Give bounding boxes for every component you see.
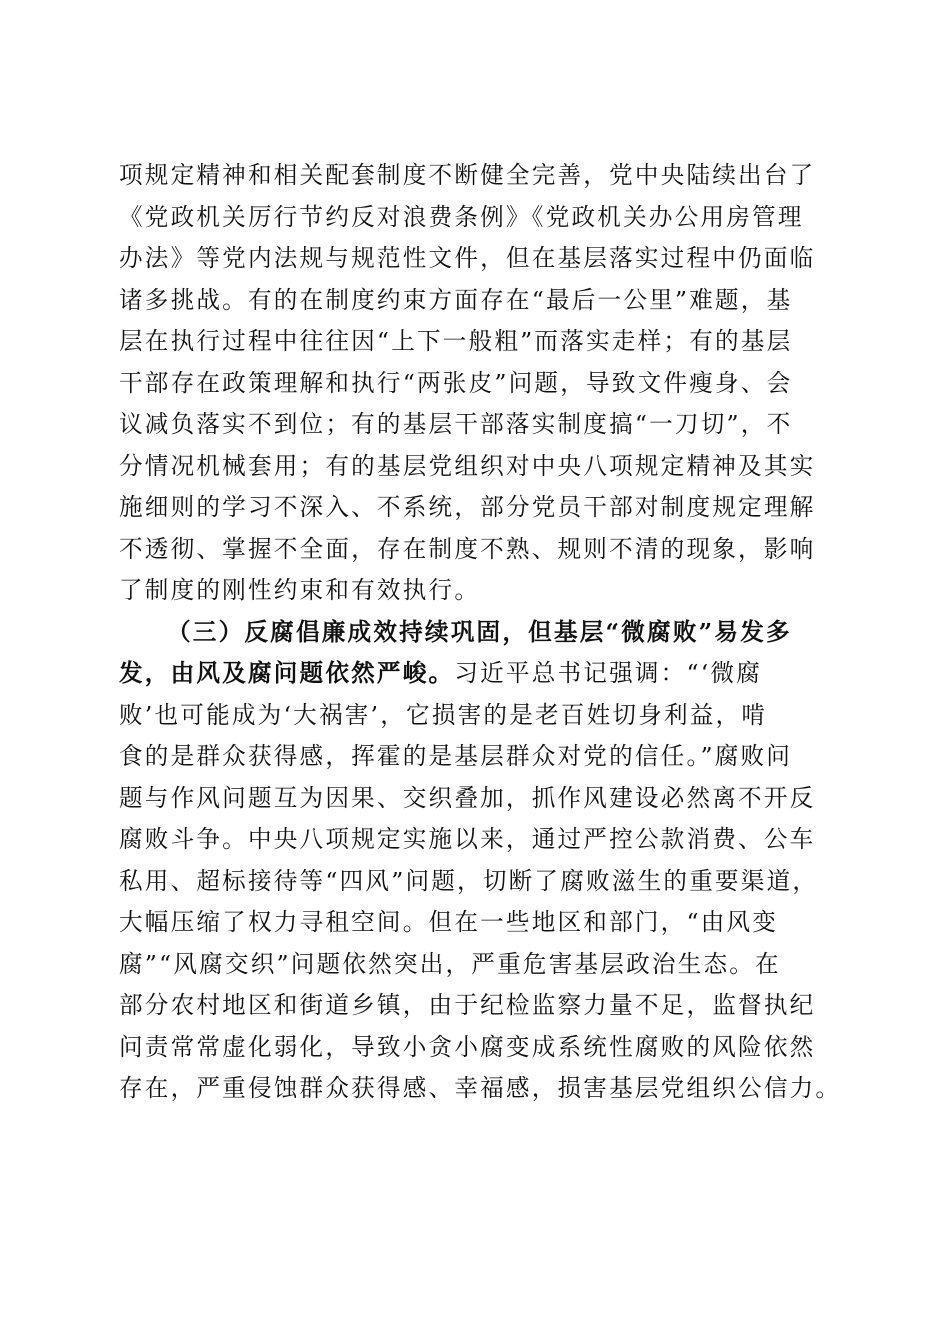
text-line: 私用、超标接待等“四风”问题，切断了腐败滋生的重要渠道， — [119, 866, 819, 895]
quote-intro: 习近平总书记强调：“‘微腐 — [454, 659, 763, 687]
text-line: 《党政机关厉行节约反对浪费条例》《党政机关办公用房管理 — [119, 202, 804, 231]
text-line: 议减负落实不到位；有的基层干部落实制度搞“一刀切”，不 — [119, 410, 793, 438]
text-line: 腐败斗争。中央八项规定实施以来，通过严控公款消费、公车 — [119, 825, 816, 853]
text-line: 诸多挑战。有的在制度约束方面存在“最后一公里”难题，基 — [119, 285, 793, 314]
text-line: 腐”“风腐交织”问题依然突出，严重危害基层政治生态。在 — [119, 949, 781, 978]
text-line: 办法》等党内法规与规范性文件，但在基层落实过程中仍面临 — [119, 244, 816, 272]
text-line — [119, 653, 839, 695]
section-heading-continuation: 发，由风及腐问题依然严峻。 — [119, 659, 455, 687]
text-line: 施细则的学习不深入、不系统，部分党员干部对制度规定理解 — [119, 493, 816, 521]
paragraph-2 — [119, 612, 842, 1110]
text-line: 分情况机械套用；有的基层党组织对中央八项规定精神及其实 — [119, 451, 816, 480]
text-line: 干部存在政策理解和执行“两张皮”问题，导致文件瘦身、会 — [119, 368, 793, 397]
text-line: 层在执行过程中往往因“上下一般粗”而落实走样；有的基层 — [119, 327, 793, 355]
document-body — [119, 155, 842, 1110]
text-line: 部分农村地区和街道乡镇，由于纪检监察力量不足，监督执纪 — [119, 991, 816, 1019]
text-line: 了制度的刚性约束和有效执行。 — [119, 576, 481, 604]
text-line: 败’也可能成为‘大祸害’，它损害的是老百姓切身利益，啃 — [119, 700, 768, 729]
text-line: 题与作风问题互为因果、交织叠加，抓作风建设必然离不开反 — [119, 783, 816, 812]
section-heading: （三）反腐倡廉成效持续巩固，但基层“微腐败”易发多 — [167, 617, 792, 646]
text-line: 存在，严重侵蚀群众获得感、幸福感，损害基层党组织公信力。 — [119, 1074, 842, 1102]
text-line: 食的是群众获得感，挥霍的是基层群众对党的信任。”腐败问 — [119, 742, 793, 770]
paragraph-1 — [119, 155, 839, 612]
text-line: 不透彻、掌握不全面，存在制度不熟、规则不清的现象，影响 — [119, 534, 816, 563]
text-line: 问责常常虚化弱化，导致小贪小腐变成系统性腐败的风险依然 — [119, 1032, 816, 1061]
text-line: 项规定精神和相关配套制度不断健全完善，党中央陆续出台了 — [119, 161, 816, 189]
text-line: 大幅压缩了权力寻租空间。但在一些地区和部门，“由风变 — [119, 908, 779, 936]
